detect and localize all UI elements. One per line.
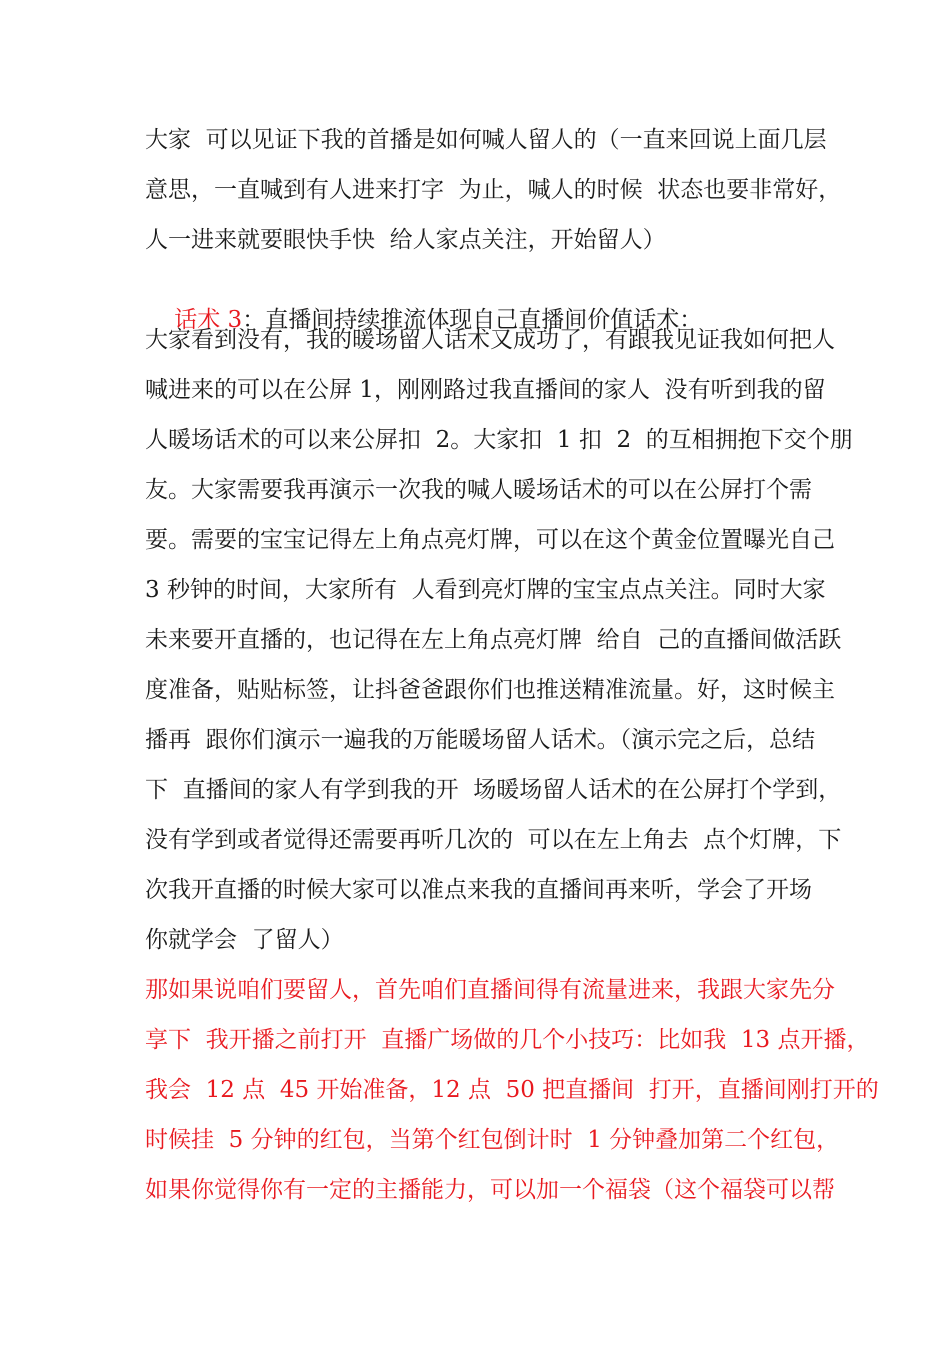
text-line: 人暖场话术的可以来公屏扣 2。大家扣 1 扣 2 的互相拥抱下交个朋 bbox=[145, 427, 853, 453]
text-line: 未来要开直播的，也记得在左上角点亮灯牌 给自 己的直播间做活跃 bbox=[145, 627, 842, 653]
highlight-line: 我会 12 点 45 开始准备，12 点 50 把直播间 打开，直播间刚打开的 bbox=[145, 1077, 879, 1103]
text-line: 3 秒钟的时间，大家所有 人看到亮灯牌的宝宝点点关注。同时大家 bbox=[145, 577, 826, 603]
text-line: 度准备，贴贴标签，让抖爸爸跟你们也推送精准流量。好，这时候主 bbox=[145, 677, 835, 703]
text-line: 次我开直播的时候大家可以准点来我的直播间再来听，学会了开场 bbox=[145, 877, 812, 903]
text-line: 人一进来就要眼快手快 给人家点关注，开始留人） bbox=[145, 227, 666, 253]
heading-text: ：直播间持续推流体现自己直播间价值话术： bbox=[242, 307, 703, 333]
text-line: 友。大家需要我再演示一次我的喊人暖场话术的可以在公屏打个需 bbox=[145, 477, 812, 503]
highlight-line: 如果你觉得你有一定的主播能力，可以加一个福袋（这个福袋可以帮 bbox=[145, 1177, 835, 1203]
highlight-line: 享下 我开播之前打开 直播广场做的几个小技巧：比如我 13 点开播， bbox=[145, 1027, 870, 1053]
text-line: 要。需要的宝宝记得左上角点亮灯牌，可以在这个黄金位置曝光自己 bbox=[145, 527, 835, 553]
highlight-line: 时候挂 5 分钟的红包，当第个红包倒计时 1 分钟叠加第二个红包， bbox=[145, 1127, 840, 1153]
text-line: 大家看到没有，我的暖场留人话术又成功了，有跟我见证我如何把人 bbox=[145, 327, 835, 353]
text-line: 下 直播间的家人有学到我的开 场暖场留人话术的在公屏打个学到， bbox=[145, 777, 842, 803]
text-line: 大家 可以见证下我的首播是如何喊人留人的（一直来回说上面几层 bbox=[145, 127, 827, 153]
highlight-line: 那如果说咱们要留人，首先咱们直播间得有流量进来，我跟大家先分 bbox=[145, 977, 835, 1003]
heading-label: 话术 3 bbox=[174, 307, 243, 333]
text-line: 喊进来的可以在公屏 1，刚刚路过我直播间的家人 没有听到我的留 bbox=[145, 377, 826, 403]
text-line: 没有学到或者觉得还需要再听几次的 可以在左上角去 点个灯牌，下 bbox=[145, 827, 842, 853]
text-line: 播再 跟你们演示一遍我的万能暖场留人话术。（演示完之后，总结 bbox=[145, 727, 816, 753]
text-line: 意思，一直喊到有人进来打字 为止，喊人的时候 状态也要非常好， bbox=[145, 177, 842, 203]
text-line: 你就学会 了留人） bbox=[145, 927, 344, 953]
section-heading bbox=[145, 275, 703, 333]
